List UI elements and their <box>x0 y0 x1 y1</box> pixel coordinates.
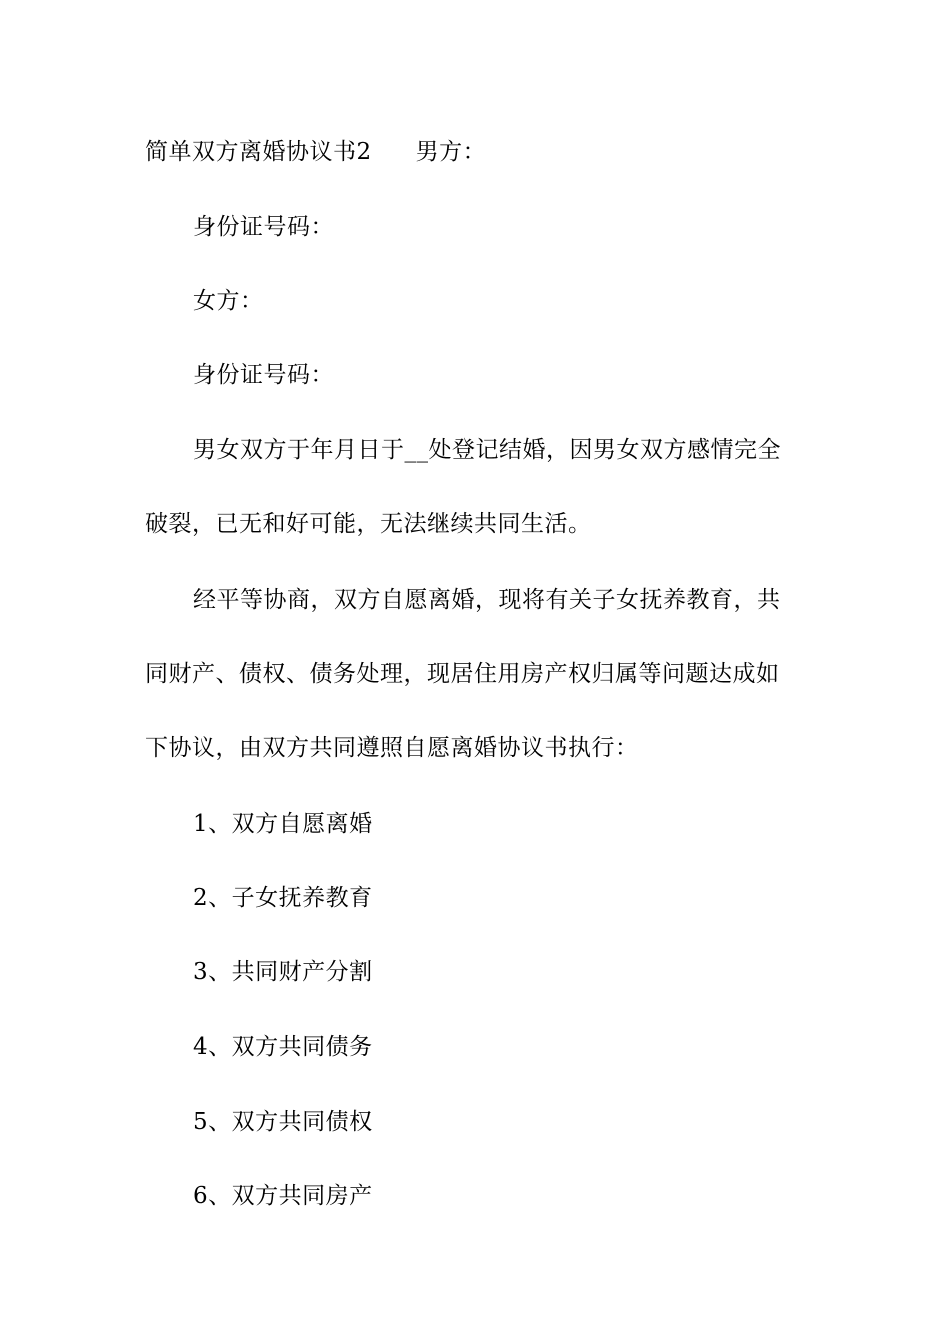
title-line <box>145 137 486 167</box>
list-item: 6、双方共同房产 <box>193 1183 373 1209</box>
paragraph1-line2: 破裂，已无和好可能，无法继续共同生活。 <box>145 511 592 537</box>
list-item: 5、双方共同债权 <box>193 1109 373 1135</box>
male-id-label: 身份证号码： <box>193 214 334 240</box>
paragraph2-line2: 同财产、债权、债务处理，现居住用房产权归属等问题达成如 <box>145 661 780 687</box>
paragraph1-line1: 男女双方于年月日于__处登记结婚，因男女双方感情完全 <box>193 437 781 463</box>
document-title: 简单双方离婚协议书2 <box>145 139 372 165</box>
female-id-label: 身份证号码： <box>193 362 334 388</box>
male-label: 男方： <box>415 139 487 165</box>
list-item: 2、子女抚养教育 <box>193 885 373 911</box>
paragraph2-line1: 经平等协商，双方自愿离婚，现将有关子女抚养教育，共 <box>193 587 781 613</box>
paragraph2-line3: 下协议，由双方共同遵照自愿离婚协议书执行： <box>145 735 639 761</box>
list-item: 3、共同财产分割 <box>193 959 373 985</box>
female-label: 女方： <box>193 288 264 314</box>
list-item: 4、双方共同债务 <box>193 1034 373 1060</box>
list-item: 1、双方自愿离婚 <box>193 811 373 837</box>
